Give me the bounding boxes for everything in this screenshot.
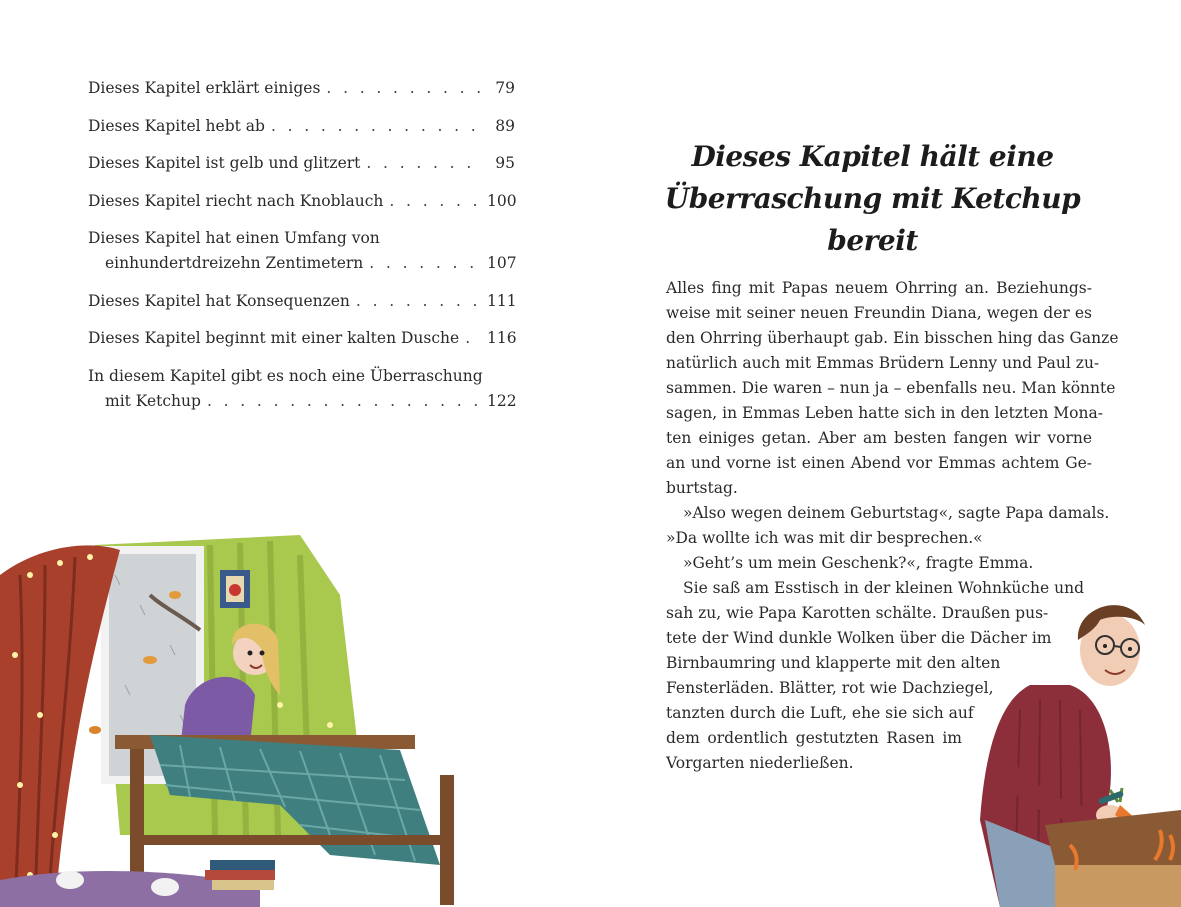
text-line: sammen. Die waren – nun ja – ebenfalls neu. Man könnte [666, 379, 1116, 397]
toc-leader-dots [326, 76, 481, 101]
room-illustration [0, 535, 485, 907]
text-line: »Also wegen deinem Geburtstag«, sagte Papa damals. [683, 504, 1110, 522]
toc-title: Dieses Kapitel ist gelb und glitzert [88, 154, 361, 172]
toc-leader-dots [271, 114, 481, 139]
toc-title-continued: einhundertdreizehn Zentimetern [105, 254, 364, 272]
toc-page-number: 107 [487, 254, 517, 272]
table-of-contents [88, 76, 515, 426]
toc-leader-dots [356, 289, 481, 314]
toc-entry [88, 189, 515, 214]
text-line: an und vorne ist einen Abend vor Emmas achtem Ge- [666, 454, 1092, 472]
toc-page-number: 79 [495, 79, 515, 97]
text-line: Sie saß am Esstisch in der kleinen Wohnküche und [683, 579, 1085, 597]
toc-entry [88, 289, 515, 314]
toc-page-number: 116 [487, 329, 517, 347]
toc-page-number: 95 [495, 154, 515, 172]
toc-title: Dieses Kapitel hat Konsequenzen [88, 291, 350, 310]
text-line: tete der Wind dunkle Wolken über die Dächer im [666, 629, 1052, 647]
text-line: tanzten durch die Luft, ehe sie sich auf [666, 704, 974, 722]
toc-title: Dieses Kapitel hebt ab [88, 116, 265, 135]
toc-entry [88, 364, 515, 414]
text-line: natürlich auch mit Emmas Brüdern Lenny und Paul zu- [666, 354, 1100, 372]
toc-title: Dieses Kapitel hat einen Umfang von [88, 229, 380, 247]
text-line: sagen, in Emmas Leben hatte sich in den letzten Mona- [666, 404, 1103, 422]
toc-entry [88, 76, 515, 101]
papa-illustration [960, 590, 1181, 907]
toc-leader-dots [369, 251, 481, 276]
text-line: »Geht’s um mein Geschenk?«, fragte Emma. [683, 554, 1034, 572]
text-line: weise mit seiner neuen Freundin Diana, wegen der es [666, 304, 1092, 322]
toc-title: Dieses Kapitel beginnt mit einer kalten Dusche [88, 329, 460, 347]
text-line: dem ordentlich gestutzten Rasen im [666, 729, 962, 747]
toc-title: In diesem Kapitel gibt es noch eine Überraschung [88, 366, 483, 385]
text-line: Fensterläden. Blätter, rot wie Dachziegel, [666, 679, 994, 697]
toc-page-number: 122 [487, 391, 517, 410]
text-line: Birnbaumring und klapperte mit den alten [666, 654, 1001, 672]
text-line: burtstag. [666, 479, 738, 497]
toc-page-number: 89 [495, 116, 515, 135]
chapter-title [650, 136, 1095, 262]
toc-title: Dieses Kapitel riecht nach Knoblauch [88, 191, 384, 210]
toc-title-continued: mit Ketchup [105, 391, 201, 410]
toc-page-number: 111 [487, 291, 517, 310]
text-line: Vorgarten niederließen. [666, 754, 854, 772]
toc-leader-dots [207, 389, 481, 414]
text-line: ten einiges getan. Aber am besten fangen wir vorne [666, 429, 1092, 447]
toc-entry [88, 326, 515, 351]
text-line: sah zu, wie Papa Karotten schälte. Draußen pus- [666, 604, 1049, 622]
toc-entry [88, 151, 515, 176]
text-line: »Da wollte ich was mit dir besprechen.« [666, 529, 983, 547]
toc-entry [88, 114, 515, 139]
toc-leader-dots [465, 326, 481, 351]
toc-title: Dieses Kapitel erklärt einiges [88, 79, 321, 97]
chapter-title-line: Überraschung mit Ketchup bereit [664, 182, 1081, 257]
toc-page-number: 100 [487, 191, 517, 210]
toc-leader-dots [366, 151, 481, 176]
toc-entry [88, 226, 515, 276]
text-line: den Ohrring überhaupt gab. Ein bisschen hing das Ganze [666, 329, 1119, 347]
chapter-title-line: Dieses Kapitel hält eine [691, 140, 1054, 173]
toc-leader-dots [389, 189, 481, 214]
text-line: Alles fing mit Papas neuem Ohrring an. Beziehungs- [666, 279, 1092, 297]
